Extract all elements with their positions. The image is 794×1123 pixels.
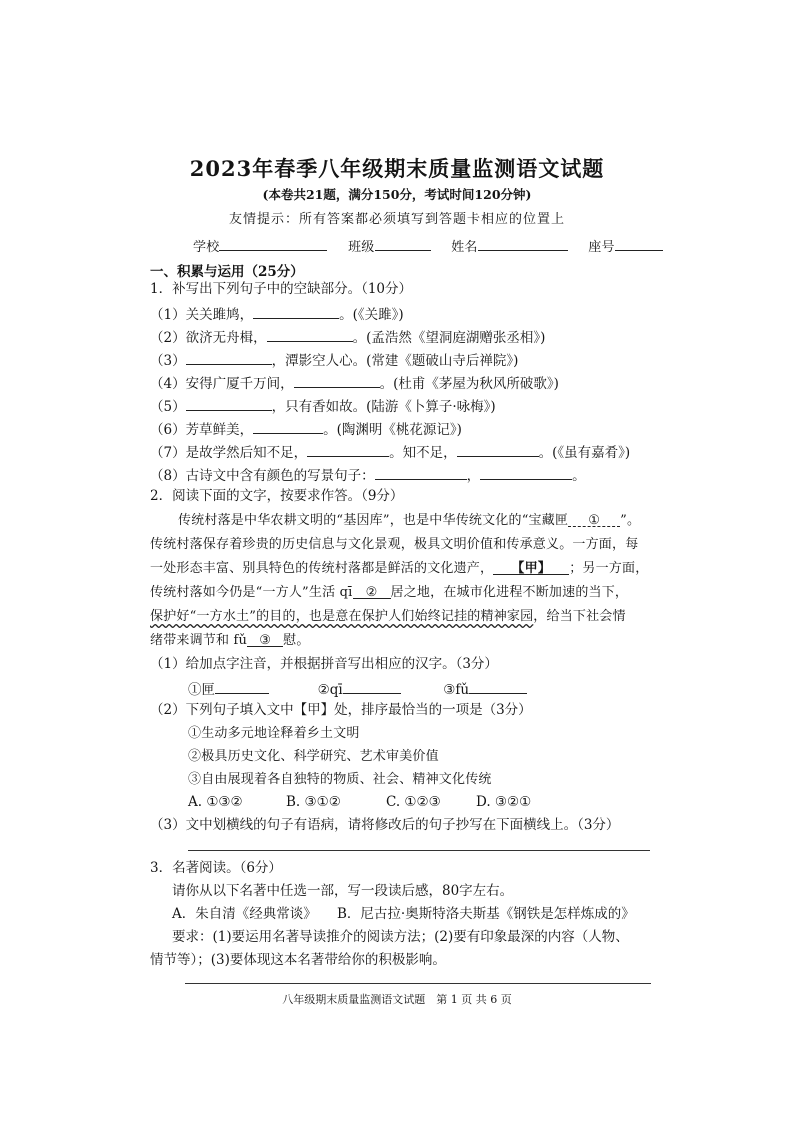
- question-2-stem: 2．阅读下面的文字，按要求作答。（9分）: [150, 488, 404, 504]
- exam-title: 2023年春季八年级期末质量监测语文试题: [189, 156, 605, 181]
- answer-field[interactable]: [469, 681, 527, 694]
- passage-line-2: 传统村落保存着珍贵的历史信息与文化景观，极具文明价值和传承意义。一方面，每: [150, 537, 639, 552]
- passage-line-5: 保护好“一方水土”的目的，也是意在保护人们始终记挂的精神家园，给当下社会情: [150, 609, 626, 624]
- seat-field[interactable]: [615, 238, 663, 251]
- q3-req-1: 要求：(1)要运用名著导读推介的阅读方法；(2)要有印象最深的内容（人物、: [172, 929, 629, 945]
- q2-sub2-stem: （2）下列句子填入文中【甲】处，排序最恰当的一项是（3分）: [150, 702, 532, 718]
- q1-item-2: （2）欲济无舟楫， 。(孟浩然《望洞庭湖赠张丞相》): [150, 330, 546, 346]
- passage-line-6: 绪带来调节和 fǔ ③ 慰。: [150, 633, 310, 648]
- blank-1[interactable]: ①: [568, 514, 620, 527]
- option-2: ②极具历史文化、科学研究、艺术审美价值: [188, 749, 439, 764]
- q1-item-8: （8）古诗文中含有颜色的写景句子： ， 。: [150, 468, 586, 484]
- class-label: 班级: [348, 240, 375, 255]
- q1-item-6: （6）芳草鲜美， 。(陶渊明《桃花源记》): [150, 422, 462, 438]
- blank[interactable]: [375, 467, 467, 480]
- q2-sub3-stem: （3）文中划横线的句子有语病，请将修改后的句子抄写在下面横线上。（3分）: [150, 817, 620, 833]
- option-1: ①生动多元地诠释着乡土文明: [188, 726, 360, 741]
- blank[interactable]: [253, 421, 323, 434]
- blank-3[interactable]: ③: [247, 634, 283, 647]
- blank[interactable]: [480, 467, 572, 480]
- choice-b[interactable]: B. ③①②: [286, 794, 341, 810]
- name-field[interactable]: [478, 238, 568, 251]
- q3-options: A．朱自清《经典常谈》 B．尼古拉·奥斯特洛夫斯基《钢铁是怎样炼成的》: [172, 906, 635, 922]
- question-3-stem: 3．名著阅读。（6分）: [150, 860, 282, 876]
- faulty-sentence: 保护好“一方水土”的目的，也是意在保护人们始终记挂的精神家园: [150, 609, 534, 624]
- blank-2[interactable]: ②: [353, 586, 391, 599]
- blank[interactable]: [307, 444, 389, 457]
- blank[interactable]: [186, 398, 272, 411]
- question-1-stem: 1．补写出下列句子中的空缺部分。（10分）: [150, 281, 413, 297]
- answer-field[interactable]: [343, 681, 401, 694]
- q3-intro: 请你从以下名著中任选一部，写一段读后感，80字左右。: [172, 883, 514, 899]
- blank[interactable]: [267, 329, 353, 342]
- blank[interactable]: [294, 375, 380, 388]
- section-heading: 一、积累与运用（25分）: [150, 264, 304, 280]
- q1-item-7: （7）是故学然后知不足， 。知不足， 。(《虽有嘉肴》): [150, 445, 631, 461]
- blank[interactable]: [253, 306, 339, 319]
- q1-item-4: （4）安得广厦千万间， 。(杜甫《茅屋为秋风所破歌》): [150, 376, 559, 392]
- blank-jia[interactable]: 【甲】: [493, 562, 569, 575]
- choice-d[interactable]: D. ③②①: [476, 794, 532, 810]
- footer-rule: [185, 983, 651, 984]
- choice-c[interactable]: C. ①②③: [386, 794, 441, 810]
- choice-a[interactable]: A. ①③②: [188, 794, 243, 810]
- answer-field[interactable]: [215, 681, 269, 694]
- q1-item-5: （5） ，只有香如故。(陆游《卜算子·咏梅》): [150, 399, 496, 415]
- q2-sub1-answers: ①匣 ②qī ③fǔ: [188, 681, 527, 698]
- friendly-tip: 友情提示：所有答案都必须填写到答题卡相应的位置上: [228, 212, 565, 227]
- q2-sub1-stem: （1）给加点字注音，并根据拼音写出相应的汉字。（3分）: [150, 656, 498, 672]
- blank[interactable]: [457, 444, 539, 457]
- q1-item-1: （1）关关雎鸠， 。(《关雎》): [150, 307, 404, 323]
- page-footer: 八年级期末质量监测语文试题 第 1 页 共 6 页: [282, 993, 512, 1006]
- blank[interactable]: [186, 352, 272, 365]
- passage-line-3: 一处形态丰富、别具特色的传统村落都是鲜活的文化遗产， 【甲】 ；另一方面，: [150, 561, 649, 576]
- school-label: 学校: [193, 240, 220, 255]
- name-label: 姓名: [451, 240, 478, 255]
- option-3: ③自由展现着各自独特的物质、社会、精神文化传统: [188, 772, 492, 787]
- passage-line-4: 传统村落如今仍是“一方人”生活 qī ② 居之地，在城市化进程不断加速的当下，: [150, 585, 629, 600]
- q1-item-3: （3） ，潭影空人心。(常建《题破山寺后禅院》): [150, 353, 519, 369]
- exam-subtitle: (本卷共21题，满分150分，考试时间120分钟): [262, 187, 532, 202]
- passage-line-1: 传统村落是中华农耕文明的“基因库”，也是中华传统文化的“宝藏匣 ① ”。: [178, 513, 641, 528]
- answer-line[interactable]: [188, 850, 650, 851]
- student-info-row: [193, 238, 663, 254]
- school-field[interactable]: [219, 238, 327, 251]
- seat-label: 座号: [588, 240, 615, 255]
- class-field[interactable]: [375, 238, 431, 251]
- q3-req-2: 情节等）；(3)要体现这本名著带给你的积极影响。: [150, 952, 446, 968]
